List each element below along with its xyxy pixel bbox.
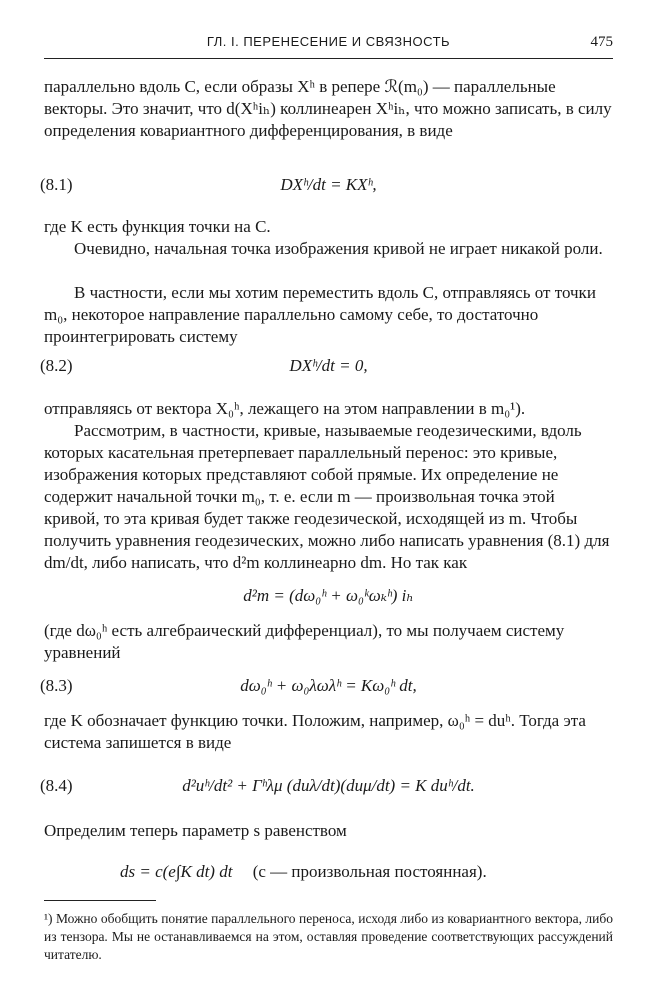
equation-8-2-label: (8.2)	[40, 356, 73, 375]
equation-ds-note: (c — произвольная постоянная).	[252, 862, 487, 881]
paragraph-7: (где dω₀ʰ есть алгебраический дифференциал), то мы получаем систему уравнений	[44, 621, 565, 662]
header-rule	[44, 58, 613, 59]
equation-8-4-label: (8.4)	[40, 776, 73, 795]
equation-8-1-label: (8.1)	[40, 175, 73, 194]
paragraph-1: параллельно вдоль C, если образы Xʰ в репере ℛ(m₀) — параллельные векторы. Это значит, что d(Xʰiₕ) коллинеарен Xʰiₕ, что можно записать, в силу определения ковариантного дифференцирования, в виде	[44, 77, 612, 140]
equation-d2m: d²m = (dω₀ʰ + ω₀ᵏωₖʰ) iₕ	[243, 586, 414, 605]
paragraph-5: отправляясь от вектора X₀ʰ, лежащего на этом направлении в m₀¹).	[44, 399, 526, 418]
chapter-title: ГЛ. I. ПЕРЕНЕСЕНИЕ И СВЯЗНОСТЬ	[206, 34, 451, 49]
equation-8-3-label: (8.3)	[40, 676, 73, 695]
equation-8-2: DXʰ/dt = 0,	[289, 356, 368, 375]
paragraph-9: Определим теперь параметр s равенством	[44, 821, 347, 840]
paragraph-2: где K есть функция точки на C.	[44, 217, 271, 236]
page-number: 475	[590, 34, 613, 50]
footnote-rule	[44, 900, 156, 901]
paragraph-3: Очевидно, начальная точка изображения кривой не играет никакой роли.	[74, 239, 603, 258]
equation-8-1: DXʰ/dt = KXʰ,	[280, 175, 377, 194]
paragraph-4: В частности, если мы хотим переместить вдоль C, отправляясь от точки m₀, некоторое направление параллельно самому себе, то достаточно проинтегрировать систему	[44, 283, 596, 346]
equation-ds	[120, 862, 600, 882]
equation-ds-formula: ds = c(e∫K dt) dt	[120, 862, 233, 881]
paragraph-6: Рассмотрим, в частности, кривые, называемые геодезическими, вдоль которых касательная претерпевает параллельный перенос: это кривые, изображения которых представляют собой прямые. Их определение не содержит начальной точки m₀, т. е. если m — произвольная точка этой кривой, то эта кривая будет также геодезической, исходящей из m. Чтобы получить уравнения геодезических, можно либо написать уравнения (8.1) для dm/dt, либо написать, что d²m коллинеарно dm. Но так как	[44, 421, 610, 572]
footnote-1: ¹) Можно обобщить понятие параллельного переноса, исходя либо из ковариантного вектора, либо из тензора. Мы не останавливаемся на этом, оставляя проведение соответствующих рассуждений читателю.	[44, 911, 613, 962]
equation-8-4: d²uʰ/dt² + Γʰλμ (duλ/dt)(duμ/dt) = K duʰ/dt.	[182, 776, 475, 795]
paragraph-8: где K обозначает функцию точки. Положим, например, ω₀ʰ = duʰ. Тогда эта система запишется в виде	[44, 711, 586, 752]
equation-8-3: dω₀ʰ + ω₀λωλʰ = Kω₀ʰ dt,	[240, 676, 417, 695]
running-header	[44, 34, 613, 56]
